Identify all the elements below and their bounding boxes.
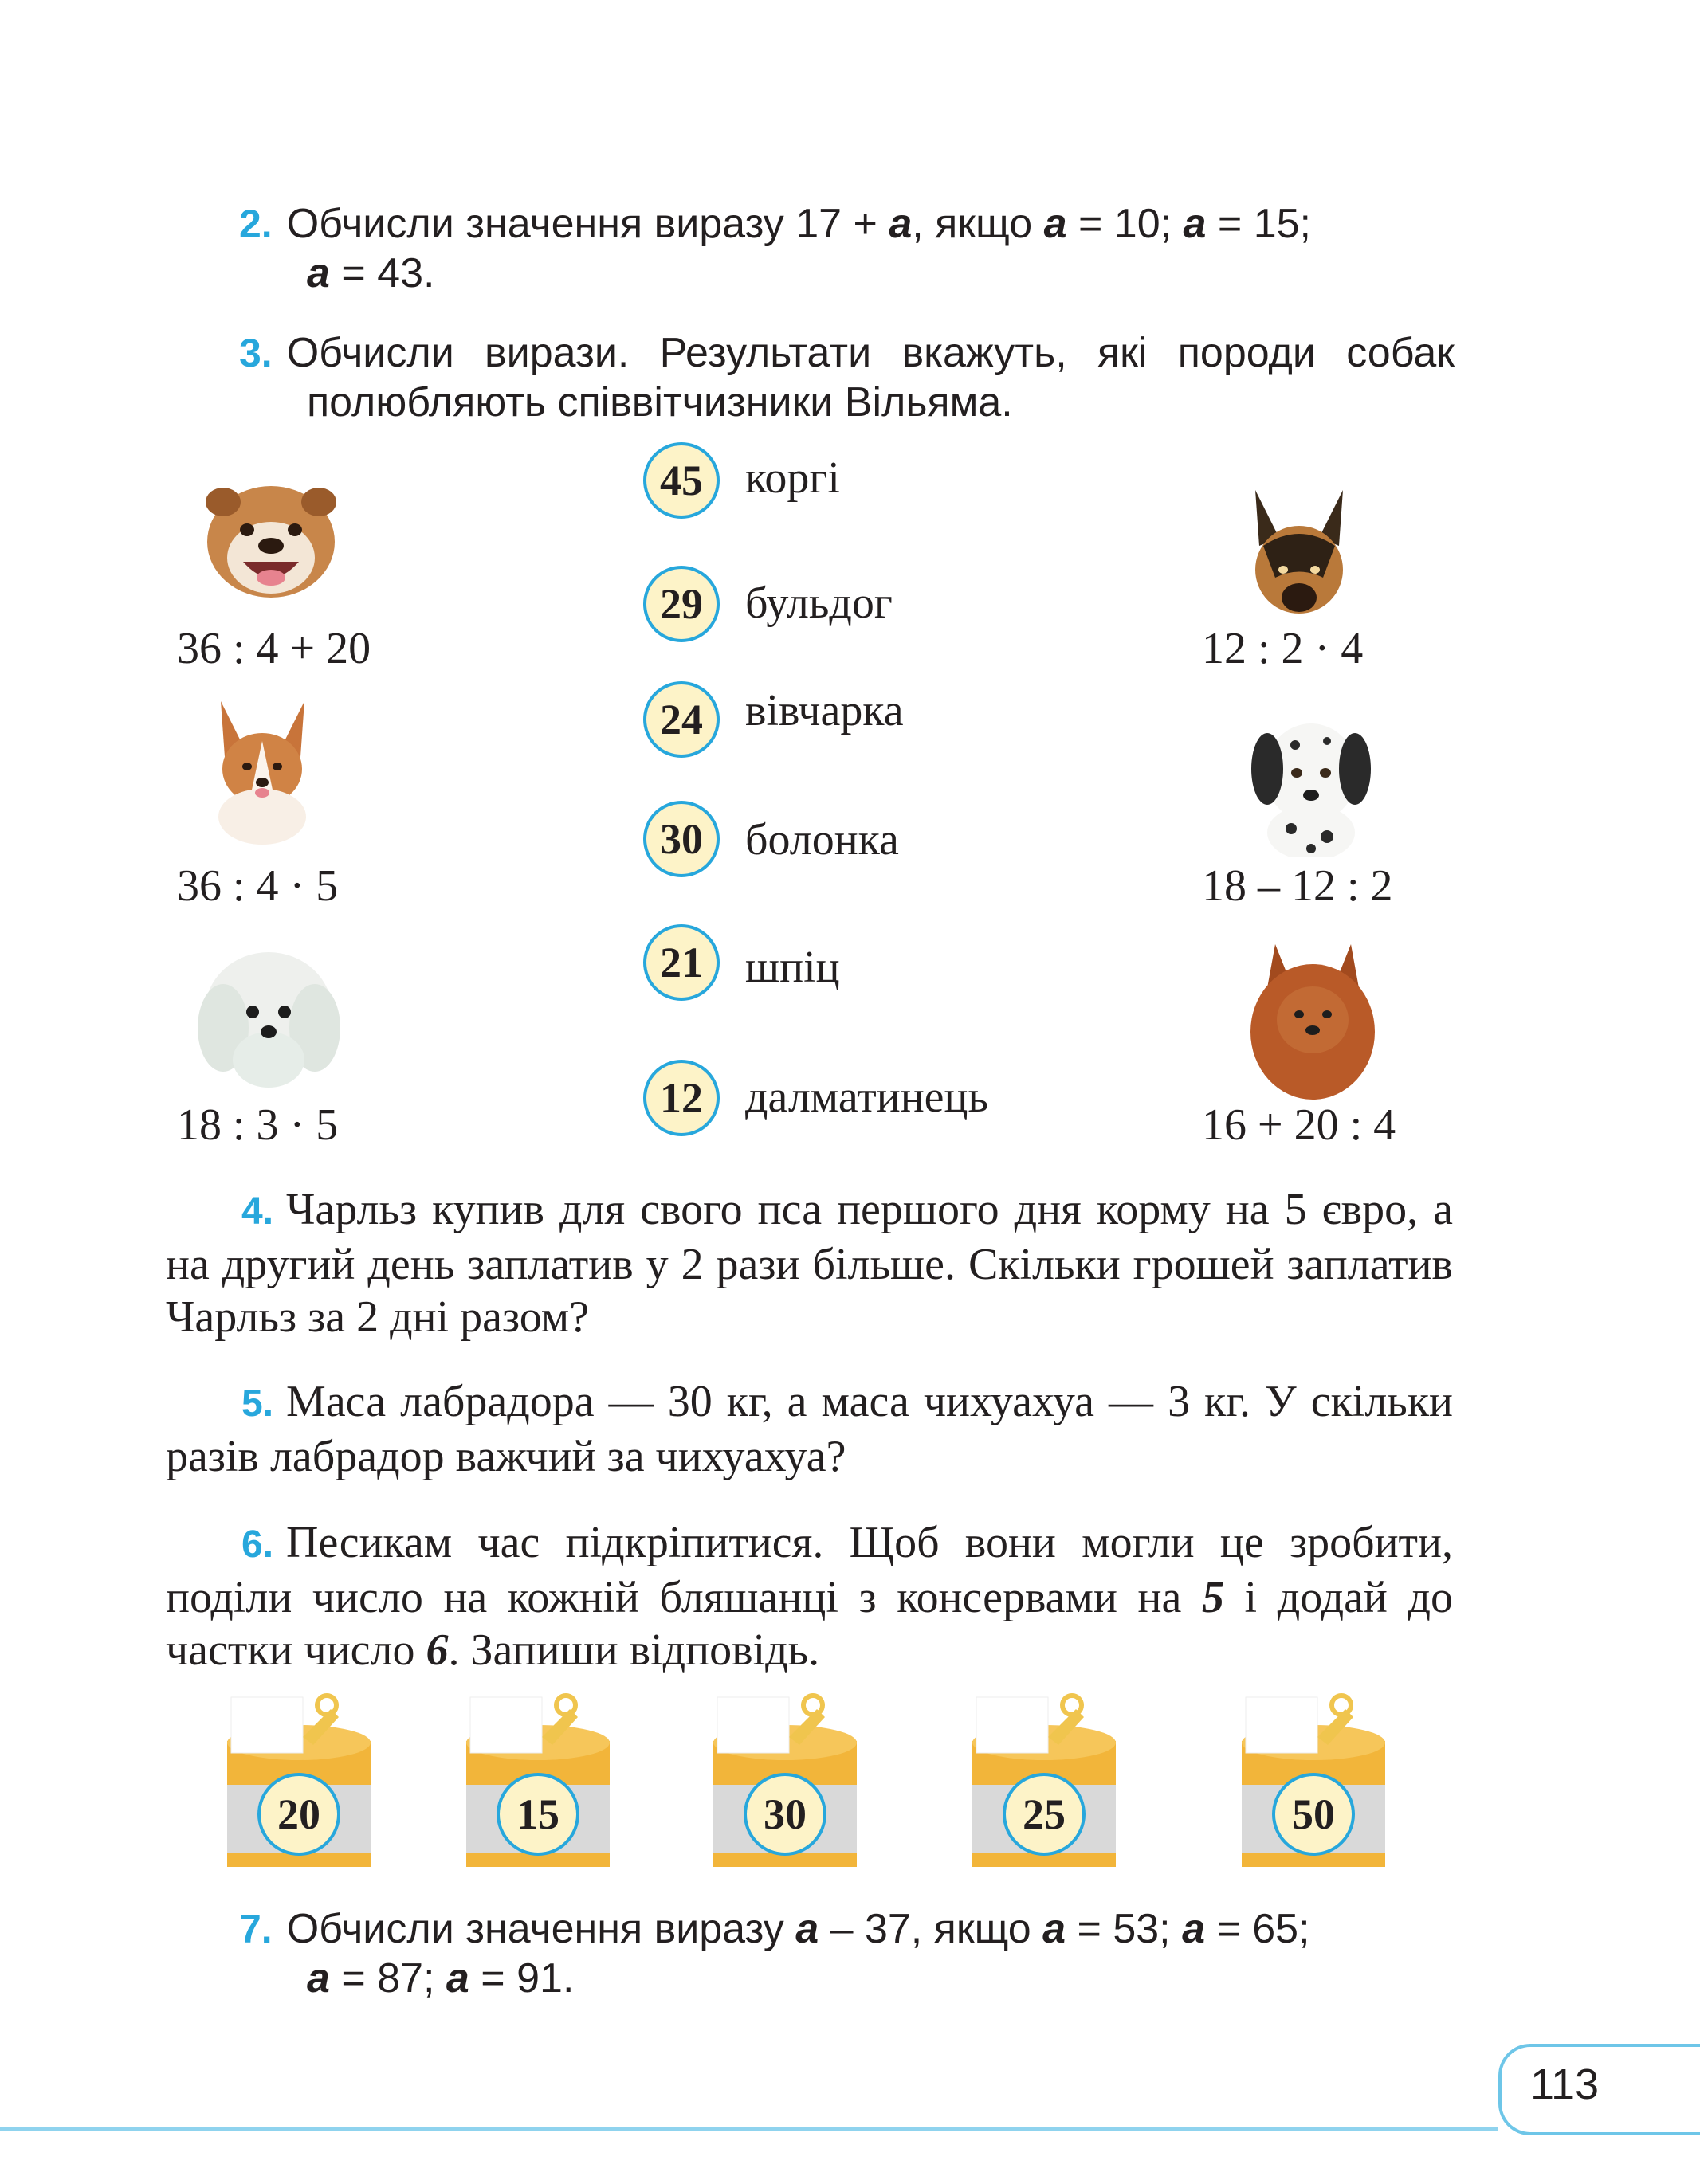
- task-number: 2.: [239, 202, 273, 246]
- shepherd-illustration: [1247, 490, 1351, 618]
- dalmatian-illustration: [1247, 709, 1375, 857]
- task-3: 3. Обчисли вирази. Результати вкажуть, які породи собак полюбляють співвітчизники Вільяма.: [239, 330, 1455, 425]
- task-number: 3.: [239, 331, 273, 375]
- task-7: 7. Обчисли значення виразу а – 37, якщо а = 53; а = 65; а = 87; а = 91.: [239, 1906, 1310, 2002]
- food-can: [964, 1693, 1124, 1876]
- food-can: [458, 1693, 618, 1876]
- answer-badge: 30: [643, 801, 720, 877]
- can-number: 15: [497, 1773, 579, 1856]
- expression-corgi: 36 : 4 · 5: [177, 861, 339, 911]
- task-6: 6. Песикам час підкріпитися. Щоб вони могли це зробити, поділи число на кожній бляшанці з консервами на 5 і додай до частки число 6. Запиши відповідь.: [166, 1518, 1453, 1675]
- page-number: 113: [1530, 2060, 1600, 2108]
- expression-maltese: 18 : 3 · 5: [177, 1100, 339, 1150]
- bulldog-illustration: [199, 466, 343, 606]
- corgi-illustration: [209, 693, 316, 845]
- answer-badge: 21: [643, 924, 720, 1001]
- page-number-tab: [1498, 2044, 1700, 2135]
- breed-label: болонка: [745, 815, 899, 865]
- breed-label: коргі: [745, 453, 840, 503]
- spitz-illustration: [1247, 944, 1379, 1104]
- breed-label: бульдог: [745, 578, 893, 628]
- food-can: [219, 1693, 379, 1876]
- can-number: 20: [257, 1773, 340, 1856]
- expression-shepherd: 12 : 2 · 4: [1202, 624, 1364, 673]
- can-number: 50: [1272, 1773, 1355, 1856]
- can-number: 30: [744, 1773, 826, 1856]
- task-number: 4.: [241, 1190, 274, 1233]
- expression-spitz: 16 + 20 : 4: [1202, 1100, 1396, 1150]
- task-number: 5.: [241, 1382, 274, 1425]
- task-2: 2. Обчисли значення виразу 17 + а, якщо а = 10; а = 15; а = 43.: [239, 201, 1312, 296]
- food-can: [705, 1693, 865, 1876]
- task-4: 4. Чарльз купив для свого пса першого дня корму на 5 євро, а на другий день заплатив у 2 рази більше. Скільки грошей заплатив Чарльз за 2 дні разом?: [166, 1185, 1453, 1342]
- task-number: 6.: [241, 1523, 274, 1566]
- food-can: [1234, 1693, 1393, 1876]
- expression-dalmatian: 18 – 12 : 2: [1202, 861, 1393, 911]
- answer-badge: 24: [643, 681, 720, 758]
- breed-label: вівчарка: [745, 686, 904, 735]
- breed-label: шпіц: [745, 943, 840, 992]
- task-5: 5. Маса лабрадора — 30 кг, а маса чихуахуа — 3 кг. У скільки разів лабрадор важчий за чихуахуа?: [166, 1377, 1453, 1481]
- answer-badge: 12: [643, 1060, 720, 1136]
- answer-badge: 45: [643, 442, 720, 519]
- breed-label: далматинець: [745, 1072, 989, 1122]
- task-number: 7.: [239, 1907, 273, 1951]
- bottom-rule: [0, 2127, 1498, 2131]
- maltese-illustration: [195, 940, 343, 1092]
- can-number: 25: [1003, 1773, 1086, 1856]
- expression-bulldog: 36 : 4 + 20: [177, 624, 371, 673]
- answer-badge: 29: [643, 566, 720, 642]
